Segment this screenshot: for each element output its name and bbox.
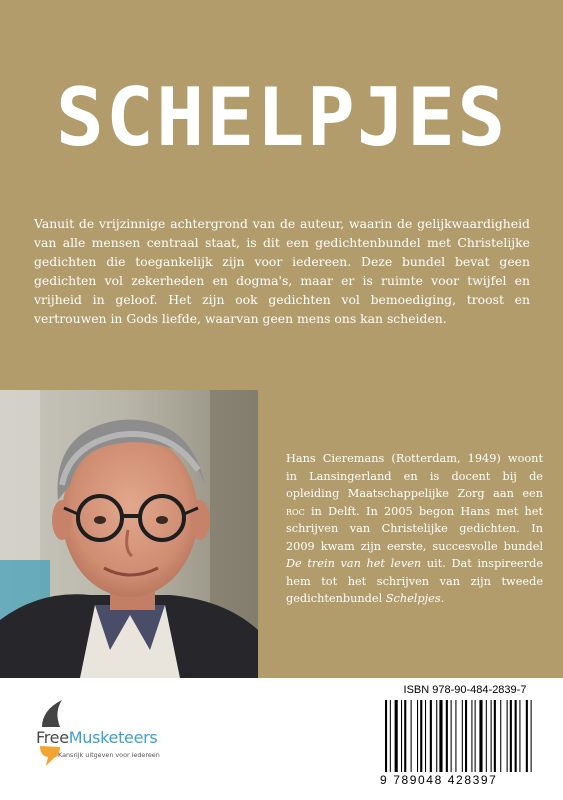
bio-second-book-title: Schelpjes (385, 592, 441, 605)
top-panel (0, 0, 563, 390)
author-photo (0, 390, 258, 678)
bio-text-3: uit. Dat inspireerde hem tot het schrijven van zijn tweede gedichtenbundel (286, 557, 544, 605)
speech-bubble-icon (40, 746, 60, 766)
publisher-tagline: Kansrijk uitgeven voor iedereen (58, 751, 160, 759)
bio-text-1: Hans Cieremans (Rotterdam, 1949) woont in Lansingerland en is docent bij de opleiding Maatschappelijke Zorg aan een (286, 452, 543, 500)
author-bio (286, 450, 543, 608)
bio-roc: roc (286, 504, 305, 518)
bio-text-2: in Delft. In 2005 begon Hans met het schrijven van Christelijke gedichten. In 2009 kwam zijn eerste, succesvolle bundel (286, 504, 543, 553)
book-blurb: Vanuit de vrijzinnige achtergrond van de auteur, waarin de gelijkwaardigheid van alle mensen centraal staat, is dit een gedichtenbundel met Christelijke gedichten die toegankelijk zijn voor iedereen. Deze bundel bevat geen gedichten vol zekerheden en dogma's, maar er is ruimte voor twijfel en vrijheid in geloof. Het zijn ook gedichten vol bemoediging, troost en vertrouwen in Gods liefde, waarvan geen mens ons kan scheiden. (34, 216, 530, 326)
bio-text-4: . (440, 592, 445, 605)
author-bio-panel (258, 390, 563, 678)
publisher-logo (36, 700, 196, 770)
isbn-label: ISBN 978-90-484-2839-7 (403, 684, 527, 696)
publisher-name-free: Free (36, 728, 69, 747)
publisher-name (36, 730, 157, 746)
publisher-name-musketeers: Musketeers (68, 728, 158, 747)
bio-first-book-title: De trein van het leven (286, 557, 422, 570)
quill-icon (42, 700, 62, 727)
barcode (385, 700, 545, 772)
book-title: SCHELPJES (55, 71, 508, 164)
bottom-strip (0, 678, 563, 800)
barcode-digits: 9 789048 428397 (380, 773, 498, 787)
